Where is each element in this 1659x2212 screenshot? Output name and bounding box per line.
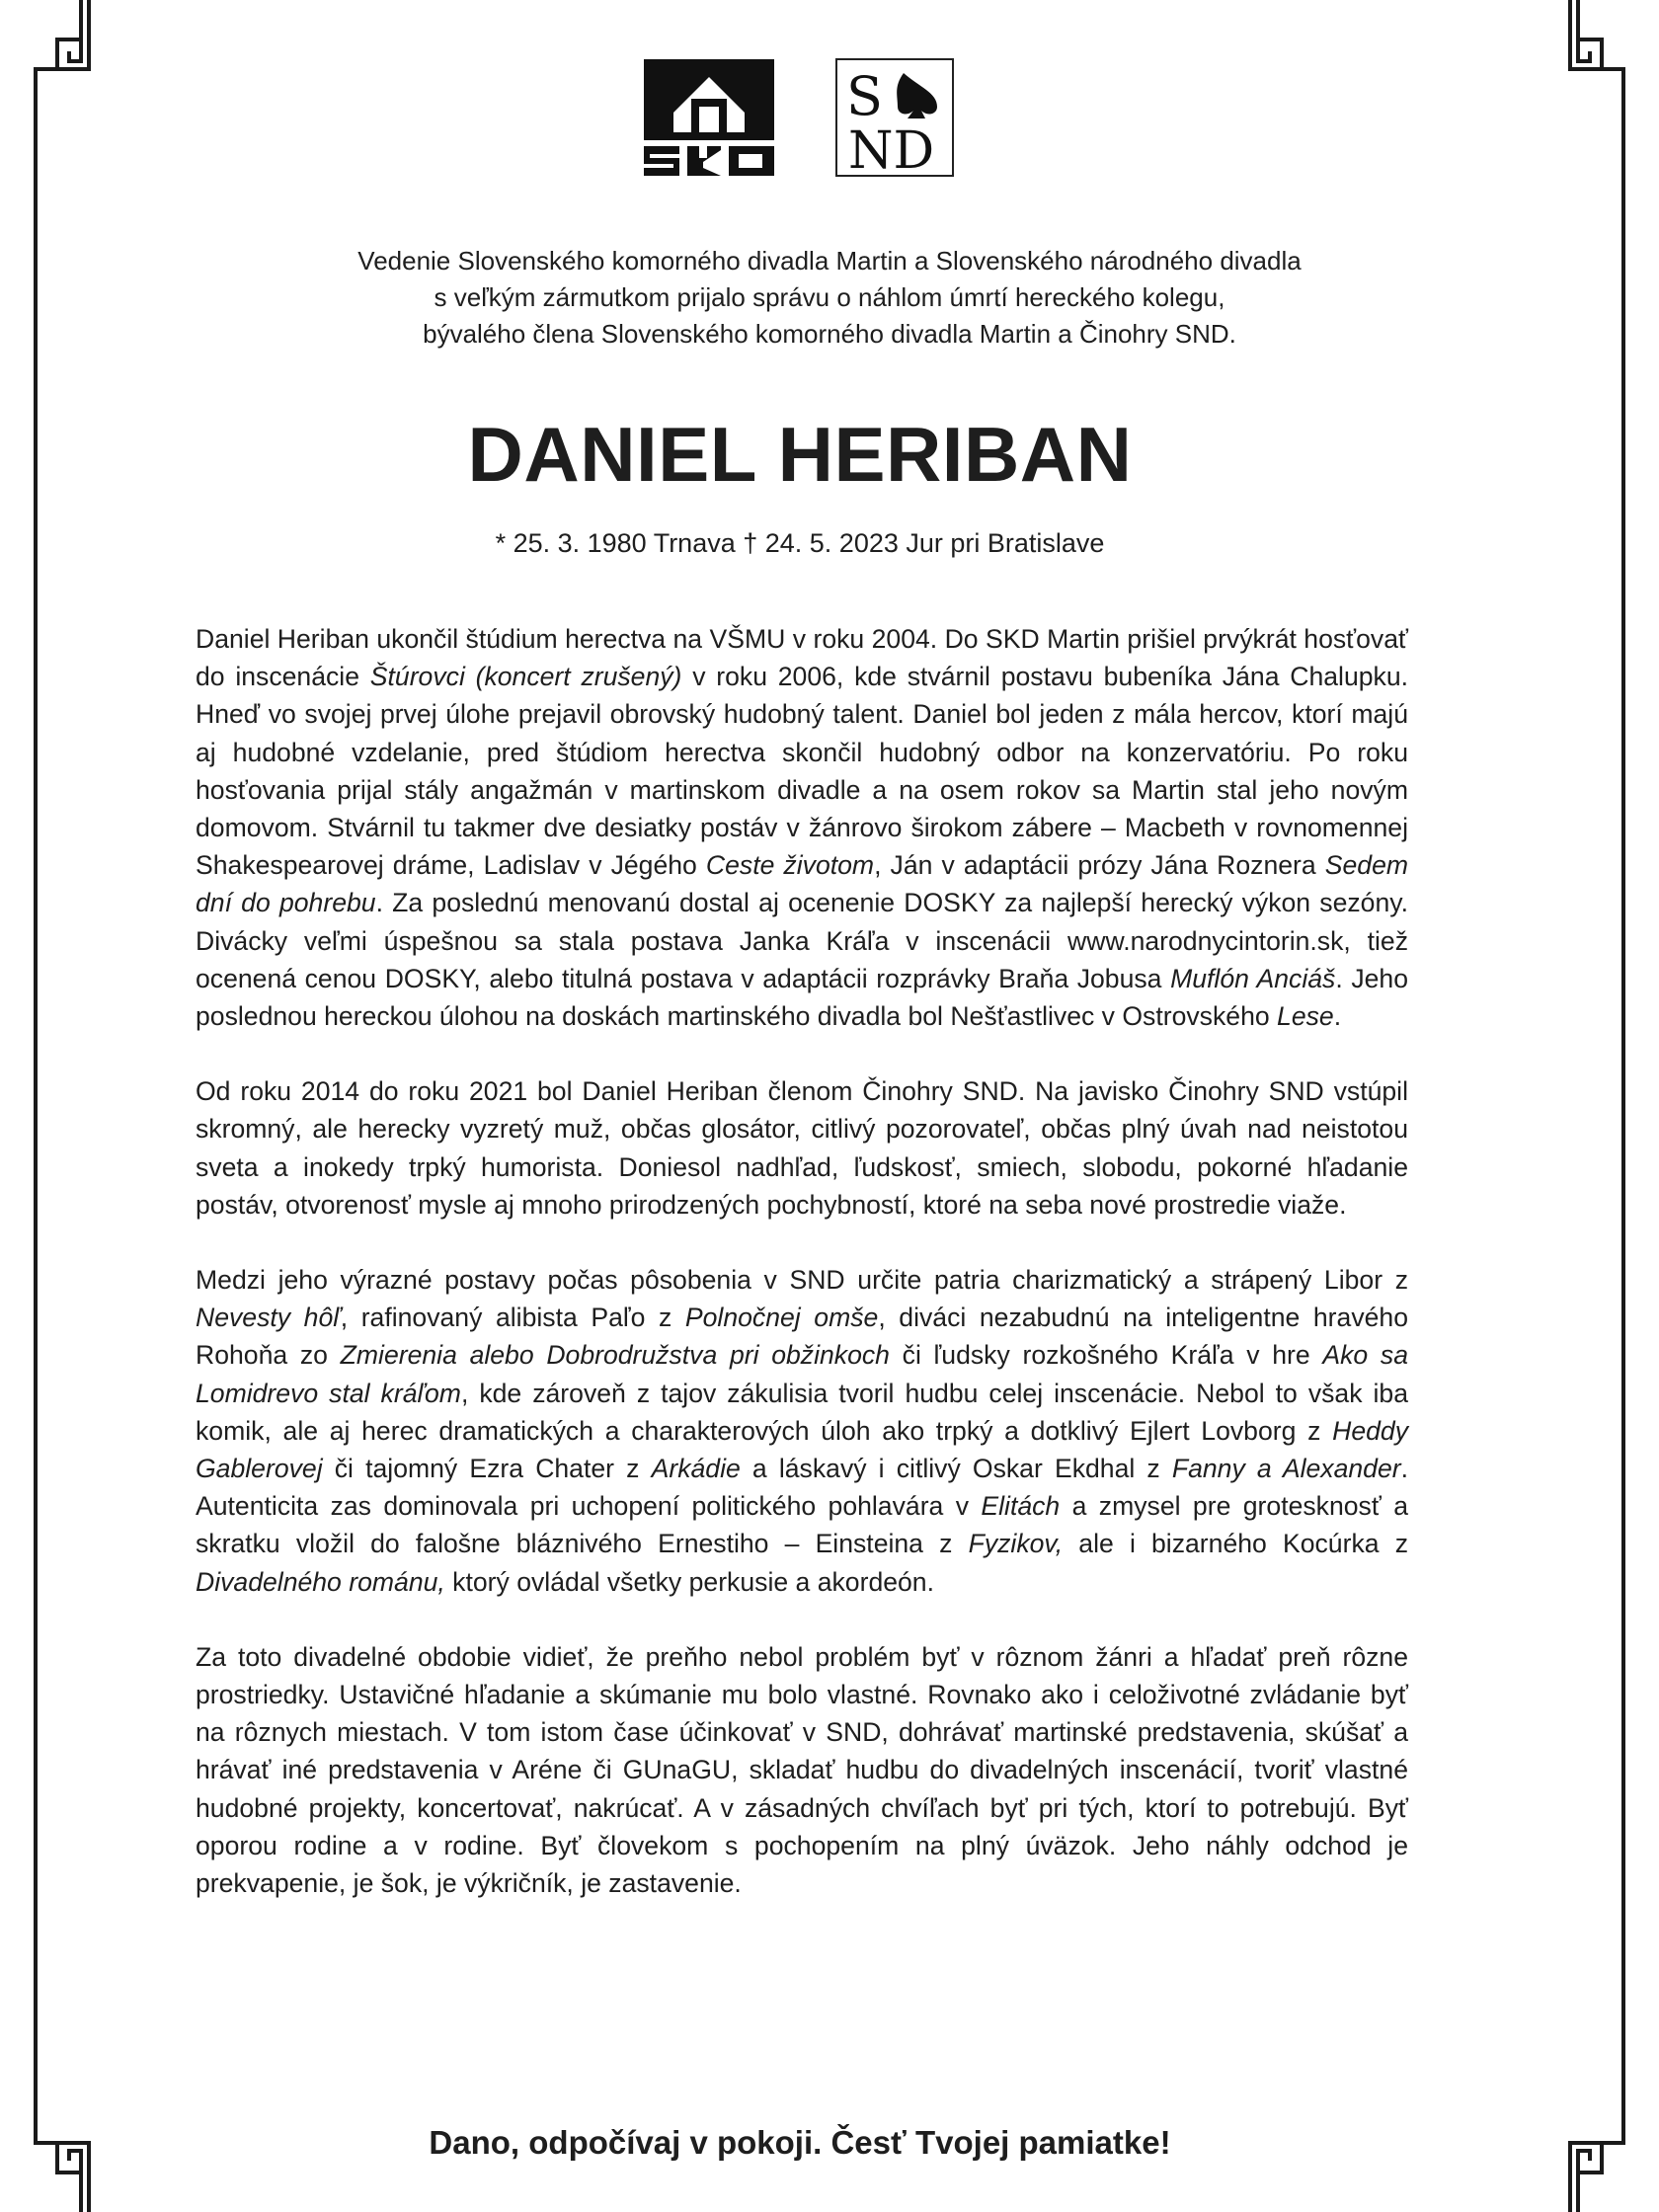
corner-ornament-top-left: [36, 0, 89, 118]
play-title: Ako sa Lomidrevo stal kráľom: [196, 1340, 1408, 1408]
paragraph-skd-career: [196, 620, 1408, 1035]
play-title: Elitách: [981, 1491, 1061, 1522]
play-title: Polnočnej omše: [684, 1303, 879, 1333]
play-title: Nevesty hôľ: [196, 1303, 341, 1333]
text: v roku 2006, kde stvárnil postavu bubeníka Jána Chalupku. Hneď vo svojej prvej úlohe prejavil obrovský hudobný talent. Daniel bol jeden z mála hercov, ktorí majú aj hudobné vzdelanie, pred štúdiom herectva skončil hudobný odbor na konzervatóriu. Po roku hosťovania prijal stály angažmán v martinskom divadle a na osem rokov sa Martin stal jeho novým domovom. Stvárnil tu takmer dve desiatky postáv v žánrovo širokom zábere – Macbeth v rovnomennej Shakespearovej dráme, Ladislav v Jégého: [196, 662, 1408, 881]
text: , diváci nezabudnú na inteligentne hravého Rohoňa zo: [196, 1303, 1408, 1371]
birth-death-dates: * 25. 3. 1980 Trnava † 24. 5. 2023 Jur pri Bratislave: [495, 528, 1105, 558]
deceased-name: DANIEL HERIBAN: [467, 411, 1133, 498]
play-title: Zmierenia alebo Dobrodružstva pri obžinkoch: [340, 1340, 890, 1371]
play-title: Fyzikov,: [968, 1529, 1064, 1559]
play-title: Arkádie: [651, 1454, 741, 1484]
text: a láskavý i citlivý Oskar Ekdhal z: [740, 1454, 1172, 1484]
text: Daniel Heriban ukončil štúdium herectva na VŠMU v roku 2004. Do SKD Martin prišiel prvýkrát hosťovať do inscenácie: [196, 624, 1408, 692]
svg-text:S: S: [846, 65, 883, 127]
farewell-line: Dano, odpočívaj v pokoji. Česť Tvojej pamiatke!: [429, 2124, 1171, 2161]
play-title: Sedem dní do pohrebu: [196, 850, 1409, 918]
play-title: Muflón Anciáš: [1170, 963, 1336, 993]
play-title: Lese: [1277, 1001, 1334, 1032]
paragraph-legacy: Za toto divadelné obdobie vidieť, že preňho nebol problém byť v rôznom žánri a hľadať preň rôzne prostriedky. Ustavičné hľadanie a skúmanie mu bolo vlastné. Rovnako ako i celoživotné zvládanie byť na rôznych miestach. V tom istom čase účinkovať v SND, dohrávať martinské predstavenia, skúšať a hrávať iné predstavenia v Aréne či GUnaGU, skladať hudbu do divadelných inscenácií, tvoriť vlastné hudobné projekty, koncertovať, nakrúcať. A v zásadných chvíľach byť pri tých, ktorí to potrebujú. Byť oporou rodine a v rodine. Byť človekom s pochopením na plný úväzok. Jeho náhly odchod je prekvapenie, je šok, je výkričník, je zastavenie.: [196, 1641, 1408, 1899]
svg-text:ND: ND: [848, 121, 935, 178]
play-title: Heddy Gablerovej: [196, 1415, 1408, 1484]
text: ale i bizarného Kocúrka z: [1063, 1529, 1408, 1559]
paragraph-snd-membership: Od roku 2014 do roku 2021 bol Daniel Heriban členom Činohry SND. Na javisko Činohry SND vstúpil skromný, ale herecky vyzretý muž, občas glosátor, citlivý pozorovateľ, občas plný úvah nad neistotou sveta a inokedy trpký humorista. Doniesol nadhľad, ľudskosť, smiech, slobodu, pokorné hľadanie postáv, otvorenosť mysle aj mnoho prirodzených pochybností, ktoré na seba nové prostredie viaže.: [196, 1076, 1408, 1220]
text: a zmysel pre grotesknosť a skratku vložil do falošne bláznivého Ernestiho – Einsteina z: [196, 1491, 1408, 1559]
text: . Jeho poslednou hereckou úlohou na doskách martinského divadla bol Nešťastlivec v Ostrovského: [196, 963, 1408, 1032]
play-title: Divadelného románu,: [196, 1566, 445, 1597]
text: Medzi jeho výrazné postavy počas pôsobenia v SND určite patria charizmatický a strápený Libor z: [196, 1265, 1408, 1296]
corner-ornament-top-right: [1570, 0, 1623, 118]
text: . Za poslednú menovanú dostal aj ocenenie DOSKY za najlepší herecký výkon sezóny. Divácky veľmi úspešnou sa stala postava Janka Kráľa v inscenácii www.narodnycintorin.sk, tiež ocenená cenou DOSKY, alebo titulná postava v adaptácii rozprávky Braňa Jobusa: [196, 888, 1408, 993]
text: , rafinovaný alibista Paľo z: [340, 1303, 685, 1333]
text: či tajomný Ezra Chater z: [322, 1454, 652, 1484]
text: ktorý ovládal všetky perkusie a akordeón.: [444, 1566, 934, 1597]
paragraph-snd-roles: [196, 1261, 1408, 1601]
play-title: Štúrovci (koncert zrušený): [369, 662, 682, 692]
intro-line: s veľkým zármutkom prijalo správu o náhlom úmrtí hereckého kolegu,: [434, 282, 1225, 312]
corner-ornament-bottom-right: [1570, 2094, 1623, 2212]
snd-logo: [834, 57, 955, 178]
corner-ornament-bottom-left: [36, 2094, 89, 2212]
play-title: Fanny a Alexander: [1171, 1454, 1401, 1484]
text: , kde zároveň z tajov zákulisia tvoril hudbu celej inscenácie. Nebol to však iba komik, ale aj herec dramatických a charakterových úloh ako trpký a dotklivý Ejlert Lovborg z: [196, 1378, 1408, 1446]
intro-line: Vedenie Slovenského komorného divadla Martin a Slovenského národného divadla: [357, 246, 1302, 276]
text: .: [1333, 1001, 1342, 1032]
announcement-intro: [198, 243, 1462, 353]
skd-logo: [644, 59, 774, 176]
play-title: Ceste životom: [705, 850, 875, 881]
text: , Ján v adaptácii prózy Jána Roznera: [874, 850, 1325, 881]
intro-line: bývalého člena Slovenského komorného divadla Martin a Činohry SND.: [423, 319, 1236, 349]
obituary-body: [196, 620, 1408, 1902]
text: či ľudsky rozkošného Kráľa v hre: [889, 1340, 1323, 1371]
text: . Autenticita zas dominovala pri uchopení politického pohlavára v: [196, 1454, 1409, 1522]
